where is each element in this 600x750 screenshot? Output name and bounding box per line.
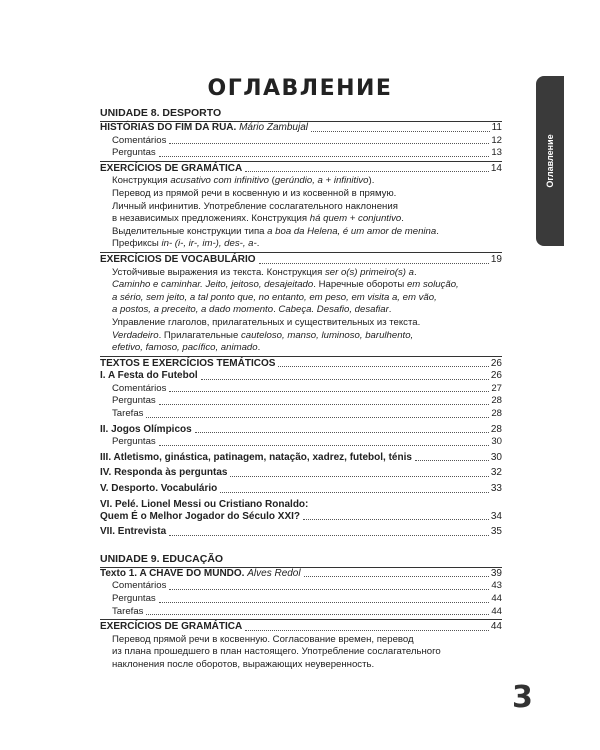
dot-leader [245,630,489,631]
dot-leader [169,143,489,144]
entry-title: III. Atletismo, ginástica, patinagem, natação, xadrez, futebol, ténis [100,451,412,463]
page-ref: 13 [491,147,502,159]
toc-entry[interactable] [100,568,502,581]
dot-leader [195,432,489,433]
dot-leader [201,379,489,380]
unit-8-heading: UNIDADE 8. DESPORTO [100,107,502,122]
toc-entry[interactable] [100,580,502,593]
section-description: Конструкция acusativo com infinitivo (gerúndio, a + infinitivo). Перевод из прямой речи в косвенную и из косвенной в прямую. Личный инфинитив. Употребление сослагательного наклонения в независимых предложениях. Конструкция há quem + conjuntivo. Выделительные конструкции типа a boa da Helena, é um amor de menina. Префиксы in- (i-, ir-, im-), des-, a-. [112,175,439,250]
entry-title: Tarefas [112,605,144,617]
page-ref: 35 [490,526,502,538]
page-ref: 12 [491,134,502,146]
entry-title: Texto 1. A CHAVE DO MUNDO. [100,567,245,579]
toc-entry[interactable] [100,424,502,437]
entry-title: EXERCÍCIOS DE GRAMÁTICA [100,162,243,174]
toc-entry[interactable] [100,395,502,408]
toc-entry[interactable] [100,161,502,176]
page-ref: 44 [490,621,502,633]
dot-leader [303,519,489,520]
toc-entry[interactable] [100,147,502,160]
page-ref: 11 [491,122,502,133]
toc-entry[interactable] [100,370,502,383]
page-ref: 28 [491,408,502,420]
toc-entry[interactable] [100,383,502,396]
page-ref: 34 [490,510,502,522]
toc-entry[interactable] [100,483,502,496]
page-title: ОГЛАВЛЕНИЕ [207,76,393,101]
entry-title: EXERCÍCIOS DE GRAMÁTICA [100,621,243,633]
dot-leader [278,366,488,367]
entry-title: I. A Festa do Futebol [100,370,198,382]
page-ref: 27 [491,382,502,394]
page-ref: 39 [490,567,502,579]
page-ref: 44 [491,593,502,604]
toc-entry[interactable] [100,593,502,606]
entry-title: Perguntas [112,436,156,448]
toc-entry[interactable] [100,467,502,480]
section-description: Перевод прямой речи в косвенную. Согласование времен, перевод из плана прошедшего в план настоящего. Употребление сослагательного наклонения после оборотов, выражающих неуверенность. [112,633,441,670]
toc-entry[interactable] [100,452,502,465]
page-ref: 33 [490,483,502,495]
toc-entry[interactable] [100,436,502,449]
entry-author: Alves Redol [247,567,301,579]
entry-title-line: VI. Pelé. Lionel Messi ou Cristiano Ronaldo: [100,498,309,510]
page-ref: 32 [490,467,502,479]
entry-author: Mário Zambujal [239,122,308,133]
page-ref: 28 [490,423,502,435]
entry-title: Perguntas [112,593,156,604]
dot-leader [146,417,489,418]
dot-leader [304,576,489,577]
dot-leader [159,156,490,157]
page-ref: 30 [491,436,502,448]
entry-title: Comentários [112,382,167,394]
dot-leader [159,602,490,603]
toc-entry[interactable] [100,511,502,524]
page-ref: 30 [490,451,502,463]
toc-entry[interactable] [100,606,502,619]
side-tab-label: Оглавление [545,134,555,188]
entry-title: Tarefas [112,408,144,420]
page-ref: 44 [491,605,502,617]
entry-title: IV. Responda às perguntas [100,467,228,479]
page-ref: 19 [490,253,502,265]
entry-title: Perguntas [112,147,156,159]
dot-leader [259,263,489,264]
entry-title: Perguntas [112,395,156,407]
unit-9-heading: UNIDADE 9. EDUCAÇÃO [100,553,502,568]
toc-entry[interactable] [100,122,502,135]
entry-title: HISTÓRIAS DO FIM DA RUA. [100,122,237,133]
entry-title: V. Desporto. Vocabulário [100,483,218,495]
page-ref: 43 [491,580,502,592]
dot-leader [159,445,490,446]
toc-entry[interactable] [100,526,502,539]
toc-entry[interactable] [100,619,502,634]
table-of-contents [100,107,502,672]
dot-leader [245,171,489,172]
entry-title: TEXTOS E EXERCÍCIOS TEMÁTICOS [100,357,276,369]
entry-title: Quem É o Melhor Jogador do Século XXI? [100,510,301,522]
toc-entry[interactable] [100,408,502,421]
dot-leader [169,391,489,392]
section-description: Устойчивые выражения из текста. Конструкция ser o(s) primeiro(s) a. Caminho e caminhar. Jeito, jeitoso, desajeitado. Наречные обороты em solução, a sério, sem jeito, a tal ponto que, no entanto, em peso, em visita a, em vão, a postos, a preceito, a dado momento. Cabeça. Desafio, desafiar. Управление глаголов, прилагательных и существительных из текста. Verdadeiro. Прилагательные cauteloso, manso, luminoso, barulhento, efetivo, famoso, pacífico, animado. [112,266,459,354]
entry-title: Comentários [112,134,167,146]
toc-entry[interactable] [100,356,502,371]
dot-leader [311,131,490,132]
page-ref: 26 [490,370,502,382]
page-ref: 26 [490,357,502,369]
dot-leader [169,589,489,590]
entry-title: VII. Entrevista [100,526,167,538]
entry-title: EXERCÍCIOS DE VOCABULÁRIO [100,253,256,265]
page-ref: 14 [490,162,502,174]
dot-leader [220,492,489,493]
entry-title: Comentários [112,580,167,592]
dot-leader [415,460,489,461]
dot-leader [146,614,489,615]
dot-leader [169,535,489,536]
entry-title: II. Jogos Olímpicos [100,423,192,435]
page-ref: 28 [491,395,502,407]
dot-leader [230,476,488,477]
page-number: 3 [512,680,533,715]
toc-entry[interactable] [100,135,502,148]
section-side-tab [536,76,564,246]
dot-leader [159,404,490,405]
toc-entry[interactable] [100,252,502,267]
